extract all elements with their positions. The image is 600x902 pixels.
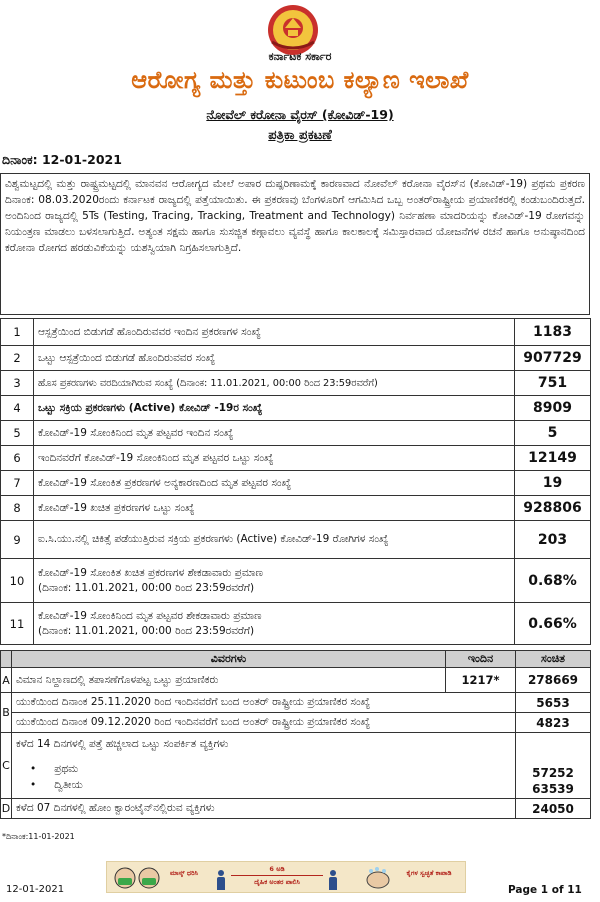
table-header-row	[1, 651, 591, 668]
primary-contacts-value: 57252	[532, 766, 574, 780]
row-number: 7	[1, 471, 34, 496]
stat-row	[1, 396, 591, 421]
row-letter: D	[1, 799, 12, 819]
stat-row	[1, 346, 591, 371]
table-row	[1, 799, 591, 819]
stat-sublabel: (ದಿನಾಂಕ: 11.01.2021, 00:00 ರಿಂದ 23:59ರವರೆಗೆ)	[38, 624, 255, 637]
stat-label: ಇಂದಿನವರೆಗೆ ಕೋವಿಡ್-19 ಸೋಂಕಿನಿಂದ ಮೃತ ಪಟ್ಟವರ ಒಟ್ಟು ಸಂಖ್ಯೆ	[34, 446, 515, 471]
stat-value: 19	[515, 471, 591, 496]
stat-value: 0.68%	[515, 559, 591, 603]
stat-value: 5	[515, 421, 591, 446]
row-number: 4	[1, 396, 34, 421]
stat-row	[1, 319, 591, 346]
stat-value: 751	[515, 371, 591, 396]
stat-label: ಕೋವಿಡ್-19 ಸೋಂಕಿನಿಂದ ಮೃತ ಪಟ್ಟವರ ಶೇಕಡಾವಾರು ಪ್ರಮಾಣ	[38, 609, 262, 622]
stat-label: ಕೋವಿಡ್-19 ಸೋಂಕಿತ ಪ್ರಕರಣಗಳ ಅನ್ಯಕಾರಣದಿಂದ ಮೃತ ಪಟ್ಟವರ ಸಂಖ್ಯೆ	[34, 471, 515, 496]
covid-appropriate-behaviour-banner	[106, 861, 466, 893]
stat-row	[1, 371, 591, 396]
row-label: ಯುಕೆಯಿಂದ ದಿನಾಂಕ 25.11.2020 ರಿಂದ ಇಂದಿನವರೆಗೆ ಬಂದ ಅಂತರ್ ರಾಷ್ಟ್ರೀಯ ಪ್ರಯಾಣಿಕರ ಸಂಖ್ಯೆ	[12, 693, 516, 713]
row-number: 5	[1, 421, 34, 446]
header-details: ವಿವರಗಳು	[12, 651, 446, 668]
intro-paragraph: ವಿಶ್ವಮಟ್ಟದಲ್ಲಿ ಮತ್ತು ರಾಷ್ಟ್ರಮಟ್ಟದಲ್ಲಿ ಮಾನವನ ಆರೋಗ್ಯದ ಮೇಲೆ ಅಪಾರ ದುಷ್ಪರಿಣಾಮಕ್ಕೆ ಕಾರಣವಾದ ನೋವೆಲ್ ಕರೋನಾ ವೈರಸ್‌ನ (ಕೋವಿಡ್-19) ಪ್ರಥಮ ಪ್ರಕರಣ ದಿನಾಂಕ: 08.03.2020ರಂದು ಕರ್ನಾಟಕ ರಾಜ್ಯದಲ್ಲಿ ಪತ್ತೆಯಾಯಿತು. ಈ ಪ್ರಕರಣವು ಬೆಂಗಳೂರಿಗೆ ಆಗಮಿಸಿದ ಒಬ್ಬ ಅಂತರ್‌ರಾಷ್ಟ್ರೀಯ ಪ್ರಯಾಣಿಕರಲ್ಲಿ ಕಂಡುಬಂದಿರುತ್ತದೆ. ಅಂದಿನಿಂದ ರಾಜ್ಯದಲ್ಲಿ 5Ts (Testing, Tracing, Tracking, Treatment and Technology) ನಿರ್ವಹಣಾ ಮಾದರಿಯನ್ನು ಕೋವಿಡ್-19 ರೋಗವನ್ನು ನಿಯಂತ್ರಣ ಮಾಡಲು ಬಳಸಲಾಗುತ್ತಿದೆ. ಅತ್ಯಂತ ಸಕ್ಷಮ ಹಾಗೂ ಸುಸಜ್ಜಿತ ಕಣ್ಗಾವಲು ವ್ಯವಸ್ಥೆ ಹಾಗೂ ಕಾಲಕಾಲಕ್ಕೆ ಸಮಿಸ್ತಾರವಾದ ಯೋಜನೆಗಳ ರಚನೆ ಹಾಗೂ ಅನುಷ್ಠಾನದಿಂದ ಕರೋನಾ ರೋಗದ ಹರಡುವಿಕೆಯನ್ನು ಯಶಸ್ವಿಯಾಗಿ ನಿಗ್ರಹಿಸಲಾಗುತ್ತಿದೆ.	[0, 173, 590, 315]
footer-date: 12-01-2021	[6, 884, 65, 895]
row-number: 3	[1, 371, 34, 396]
header-cumulative: ಸಂಚಿತ	[516, 651, 591, 668]
stat-label: ಒಟ್ಟು ಆಸ್ಪತ್ರೆಯಿಂದ ಬಿಡುಗಡೆ ಹೊಂದಿರುವವರ ಸಂಖ್ಯೆ	[34, 346, 515, 371]
stat-row	[1, 603, 591, 645]
stat-label: ಒಟ್ಟು ಸಕ್ರಿಯ ಪ್ರಕರಣಗಳು (Active) ಕೋವಿಡ್ -19ರ ಸಂಖ್ಯೆ	[34, 396, 515, 421]
distance-bottom-text: ದೈಹಿಕ ಅಂತರ ಪಾಲಿಸಿ	[254, 878, 300, 886]
stat-label-cell	[34, 603, 515, 645]
stat-label: ಕೋವಿಡ್-19 ಖಚಿತ ಪ್ರಕರಣಗಳ ಒಟ್ಟು ಸಂಖ್ಯೆ	[34, 496, 515, 521]
contacts-cell	[12, 733, 516, 799]
stat-row	[1, 496, 591, 521]
secondary-contacts-value: 63539	[532, 782, 574, 796]
stats-table	[0, 318, 591, 645]
footnote: *ದಿನಾಂಕ:11-01-2021	[2, 832, 75, 841]
travel-contacts-table	[0, 650, 591, 819]
row-number: 6	[1, 446, 34, 471]
row-number: 9	[1, 521, 34, 559]
page-number: Page 1 of 11	[508, 884, 582, 896]
distance-arrow-line	[231, 875, 323, 876]
primary-contacts-label: • ಪ್ರಥಮ	[16, 761, 511, 777]
cumulative-value: 4823	[516, 713, 591, 733]
stat-value: 203	[515, 521, 591, 559]
hand-wash-icon	[365, 866, 391, 890]
stat-value: 1183	[515, 319, 591, 346]
secondary-contacts-label: • ದ್ವಿತೀಯ	[16, 777, 511, 793]
row-number: 8	[1, 496, 34, 521]
stat-row	[1, 446, 591, 471]
row-letter: A	[1, 668, 12, 693]
cumulative-value: 5653	[516, 693, 591, 713]
karnataka-emblem-logo	[258, 4, 328, 56]
row-label: ಕಳೆದ 07 ದಿನಗಳಲ್ಲಿ ಹೋಂ ಕ್ವಾರಂಟೈನ್‌ನಲ್ಲಿರುವ ವ್ಯಕ್ತಿಗಳು	[12, 799, 516, 819]
row-label: ಕಳೆದ 14 ದಿನಗಳಲ್ಲಿ ಪತ್ತೆ ಹಚ್ಚಲಾದ ಒಟ್ಟು ಸಂಪರ್ಕಿತ ವ್ಯಕ್ತಿಗಳು	[16, 738, 229, 750]
table-row	[1, 693, 591, 713]
cumulative-value: 24050	[516, 799, 591, 819]
stat-label: ಕೋವಿಡ್-19 ಸೋಂಕಿನಿಂದ ಮೃತ ಪಟ್ಟವರ ಇಂದಿನ ಸಂಖ್ಯೆ	[34, 421, 515, 446]
contacts-values	[516, 733, 591, 799]
cumulative-value: 278669	[516, 668, 591, 693]
stat-value: 928806	[515, 496, 591, 521]
header-blank	[1, 651, 12, 668]
stat-label: ಐ.ಸಿ.ಯು.ನಲ್ಲಿ ಚಿಕಿತ್ಸೆ ಪಡೆಯುತ್ತಿರುವ ಸಕ್ರಿಯ ಪ್ರಕರಣಗಳು (Active) ಕೋವಿಡ್-19 ರೋಗಿಗಳ ಸಂಖ್ಯೆ	[34, 521, 515, 559]
department-title: ಆರೋಗ್ಯ ಮತ್ತು ಕುಟುಂಬ ಕಲ್ಯಾಣ ಇಲಾಖೆ	[131, 66, 469, 94]
row-letter: C	[1, 733, 12, 799]
stat-label: ಆಸ್ಪತ್ರೆಯಿಂದ ಬಿಡುಗಡೆ ಹೊಂದಿರುವವರ ಇಂದಿನ ಪ್ರಕರಣಗಳ ಸಂಖ್ಯೆ	[34, 319, 515, 346]
table-row	[1, 733, 591, 799]
distance-top-text: 6 ಅಡಿ	[269, 865, 285, 873]
wash-hands-text: ಕೈಗಳ ಸ್ವಚ್ಛತೆ ಕಾಪಾಡಿ	[406, 869, 452, 877]
stat-sublabel: (ದಿನಾಂಕ: 11.01.2021, 00:00 ರಿಂದ 23:59ರವರೆಗೆ)	[38, 581, 255, 594]
stat-row	[1, 559, 591, 603]
stat-value: 907729	[515, 346, 591, 371]
stat-label-cell	[34, 559, 515, 603]
stat-label: ಹೊಸ ಪ್ರಕರಣಗಳು ವರದಿಯಾಗಿರುವ ಸಂಖ್ಯೆ (ದಿನಾಂಕ: 11.01.2021, 00:00 ರಿಂದ 23:59ರವರೆಗೆ)	[34, 371, 515, 396]
masked-faces-icon	[113, 866, 161, 890]
stat-value: 0.66%	[515, 603, 591, 645]
stat-row	[1, 421, 591, 446]
stat-row	[1, 521, 591, 559]
press-release-title: ಪತ್ರಿಕಾ ಪ್ರಕಟಣೆ	[268, 128, 332, 143]
stat-value: 8909	[515, 396, 591, 421]
row-label: ವಿಮಾನ ನಿಲ್ದಾಣದಲ್ಲಿ ತಪಾಸಣೆಗೊಳಪಟ್ಟ ಒಟ್ಟು ಪ್ರಯಾಣಿಕರು	[12, 668, 446, 693]
row-number: 11	[1, 603, 34, 645]
government-name: ಕರ್ನಾಟಕ ಸರ್ಕಾರ	[268, 50, 332, 63]
table-row	[1, 713, 591, 733]
today-value: 1217*	[446, 668, 516, 693]
virus-title: ನೋವೆಲ್ ಕರೋನಾ ವೈರಸ್ (ಕೋವಿಡ್-19)	[206, 107, 394, 122]
header-today: ಇಂದಿನ	[446, 651, 516, 668]
row-number: 1	[1, 319, 34, 346]
stat-value: 12149	[515, 446, 591, 471]
row-label: ಯುಕೆಯಿಂದ ದಿನಾಂಕ 09.12.2020 ರಿಂದ ಇಂದಿನವರೆಗೆ ಬಂದ ಅಂತರ್ ರಾಷ್ಟ್ರೀಯ ಪ್ರಯಾಣಿಕರ ಸಂಖ್ಯೆ	[12, 713, 516, 733]
table-row	[1, 668, 591, 693]
row-number: 10	[1, 559, 34, 603]
stat-row	[1, 471, 591, 496]
row-number: 2	[1, 346, 34, 371]
stat-label: ಕೋವಿಡ್-19 ಸೋಂಕಿತ ಖಚಿತ ಪ್ರಕರಣಗಳ ಶೇಕಡಾವಾರು ಪ್ರಮಾಣ	[38, 566, 263, 579]
wear-mask-text: ಮಾಸ್ಕ್ ಧರಿಸಿ	[170, 869, 198, 877]
row-letter: B	[1, 693, 12, 733]
bulletin-date: ದಿನಾಂಕ: 12-01-2021	[2, 152, 122, 167]
